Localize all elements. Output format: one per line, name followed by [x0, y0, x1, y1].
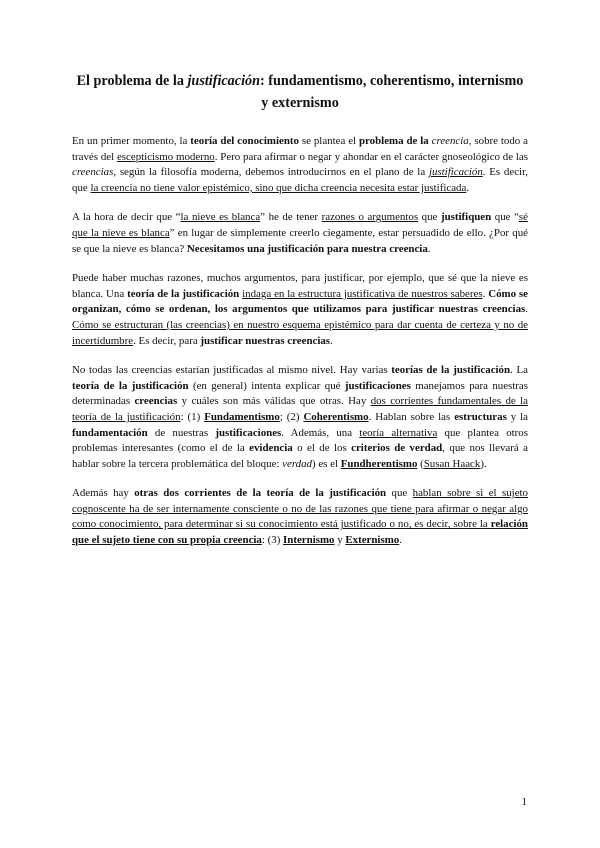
- bold-phrase: justificar nuestras creencias: [200, 334, 331, 347]
- italic-term: verdad: [282, 457, 312, 470]
- italic-term: creencias: [72, 166, 114, 179]
- underlined-phrase: razones o argumentos: [321, 211, 419, 224]
- text-run: .: [330, 334, 333, 347]
- text-run: .: [466, 181, 470, 194]
- text-run: ” en lugar de simplemente creerlo ciegamente, estar persuadido de ello. ¿Por qué se que la nieve es blanca?: [72, 226, 528, 255]
- bold-term: creencias: [134, 395, 178, 408]
- text-run: . Es decir, para: [133, 334, 201, 347]
- bold-term: evidencia: [249, 442, 293, 455]
- bold-term: justificaciones: [215, 426, 282, 439]
- underlined-phrase: la nieve es blanca: [180, 211, 261, 224]
- title-text: : fundamentismo, coherentismo, internismo y externismo: [260, 73, 524, 111]
- underlined-bold-phrase: relación que el sujeto tiene con su propia creencia: [72, 518, 528, 547]
- text-run: .: [482, 287, 489, 300]
- text-run: ) es el: [312, 457, 341, 470]
- bold-phrase: Necesitamos una justificación para nuestra creencia: [186, 242, 428, 255]
- text-run: y cuáles son más válidas que otras. Hay: [177, 395, 371, 408]
- text-run: Además hay: [72, 487, 135, 500]
- underlined-bold-term: Fundamentismo: [204, 410, 280, 423]
- italic-term: creencia: [431, 135, 469, 147]
- underlined-italic-term: justificación: [428, 166, 483, 179]
- text-run: . La: [510, 364, 528, 377]
- text-run: y la: [506, 410, 529, 423]
- text-run: : (3): [261, 534, 284, 547]
- paragraph-5: [72, 486, 528, 548]
- text-run: . Es decir, que: [72, 166, 528, 194]
- underlined-phrase: teoría alternativa: [359, 426, 438, 439]
- text-run: .: [427, 242, 431, 255]
- text-run: En un primer momento, la: [72, 135, 191, 147]
- text-run: que “: [491, 211, 519, 224]
- bold-term: teorías de la justificación: [391, 364, 511, 377]
- text-run: y: [334, 534, 346, 547]
- text-run: que: [386, 487, 413, 500]
- text-run: , que nos llevará a hablar sobre la tercera problemática del bloque:: [72, 442, 528, 470]
- bold-term: justificaciones: [344, 379, 411, 392]
- bold-term: teoría del conocimiento: [190, 135, 299, 147]
- text-run: : (1): [180, 410, 205, 423]
- underlined-term: escepticismo moderno: [116, 150, 215, 163]
- paragraph-1: [72, 134, 528, 196]
- text-run: No todas las creencias estarían justificadas al mismo nivel. Hay varias: [72, 364, 392, 377]
- page-number: 1: [521, 796, 527, 808]
- underlined-bold-term: Externismo: [345, 534, 400, 547]
- text-run: manejamos para nuestras determinadas: [72, 379, 529, 408]
- bold-term: estructuras: [454, 410, 507, 423]
- bold-term: fundamentación: [72, 426, 148, 439]
- text-run: , sobre todo a través del: [72, 135, 528, 163]
- text-run: ).: [480, 457, 487, 470]
- underlined-phrase: dos corrientes fundamentales de la teoría de la justificación: [72, 395, 528, 423]
- text-run: A la hora de decir que “: [72, 211, 181, 224]
- text-run: . Además, una: [281, 426, 360, 439]
- text-run: (: [417, 457, 424, 470]
- bold-term: criterios de verdad: [351, 442, 443, 455]
- text-run: . Pero para afirmar o negar y ahondar en el carácter gnoseológico de las: [214, 150, 528, 163]
- underlined-bold-term: Internismo: [283, 534, 335, 547]
- text-run: , según la filosofía moderna, debemos introducirnos en el plano de la: [113, 166, 429, 179]
- text-run: se plantea el: [298, 135, 359, 147]
- text-run: Puede haber muchas razones, muchos argumentos, para justificar, por ejemplo, que sé que la nieve es blanca. Una: [72, 272, 528, 300]
- underlined-phrase: la creencia no tiene valor epistémico, sino que dicha creencia necesita estar justificada: [90, 181, 467, 194]
- text-run: que plantea otros problemas interesantes (como el de la: [72, 426, 528, 455]
- text-run: .: [399, 534, 402, 547]
- text-run: (en general) intenta explicar qué: [188, 379, 345, 392]
- bold-term: teoría de la justificación: [127, 287, 240, 300]
- text-run: .: [525, 303, 528, 316]
- bold-term: problema de la: [358, 135, 432, 147]
- text-run: de nuestras: [147, 426, 216, 439]
- paragraph-4: [72, 363, 528, 472]
- bold-phrase: otras dos corrientes de la teoría de la justificación: [134, 487, 387, 500]
- bold-phrase: Cómo se organizan, cómo se ordenan, los argumentos que utilizamos para justificar nuestras creencias: [72, 287, 529, 316]
- text-run: que: [418, 211, 441, 224]
- underlined-phrase: sé que la nieve es blanca: [72, 211, 528, 239]
- underlined-bold-term: Fundherentismo: [340, 457, 418, 470]
- underlined-phrase: hablan sobre si el sujeto cognoscente ha de ser internamente consciente o no de las razones que tiene para afirmar o negar algo como conocimiento, para determinar si su conocimiento está justificado o no, es decir, sobre la: [72, 487, 528, 531]
- paragraph-2: [72, 210, 528, 257]
- title-text: El problema de la: [76, 73, 188, 89]
- document-page: [72, 70, 528, 563]
- underlined-phrase: Susan Haack: [423, 457, 481, 470]
- underlined-phrase: Cómo se estructuran (las creencias) en nuestro esquema epistémico para dar cuenta de certeza y no de incertidumbre: [72, 318, 528, 347]
- text-run: o el de los: [292, 442, 352, 455]
- underlined-bold-term: Coherentismo: [303, 410, 369, 423]
- underlined-phrase: indaga en la estructura justificativa de nuestros saberes: [242, 287, 483, 300]
- title-emphasis: justificación: [187, 73, 261, 89]
- bold-term: teoría de la justificación: [72, 379, 189, 392]
- paragraph-3: [72, 271, 528, 349]
- bold-term: justifiquen: [440, 211, 492, 224]
- document-title: [72, 70, 528, 114]
- text-run: . Hablan sobre las: [368, 410, 455, 423]
- text-run: ” he de tener: [260, 211, 322, 224]
- text-run: ; (2): [279, 410, 304, 423]
